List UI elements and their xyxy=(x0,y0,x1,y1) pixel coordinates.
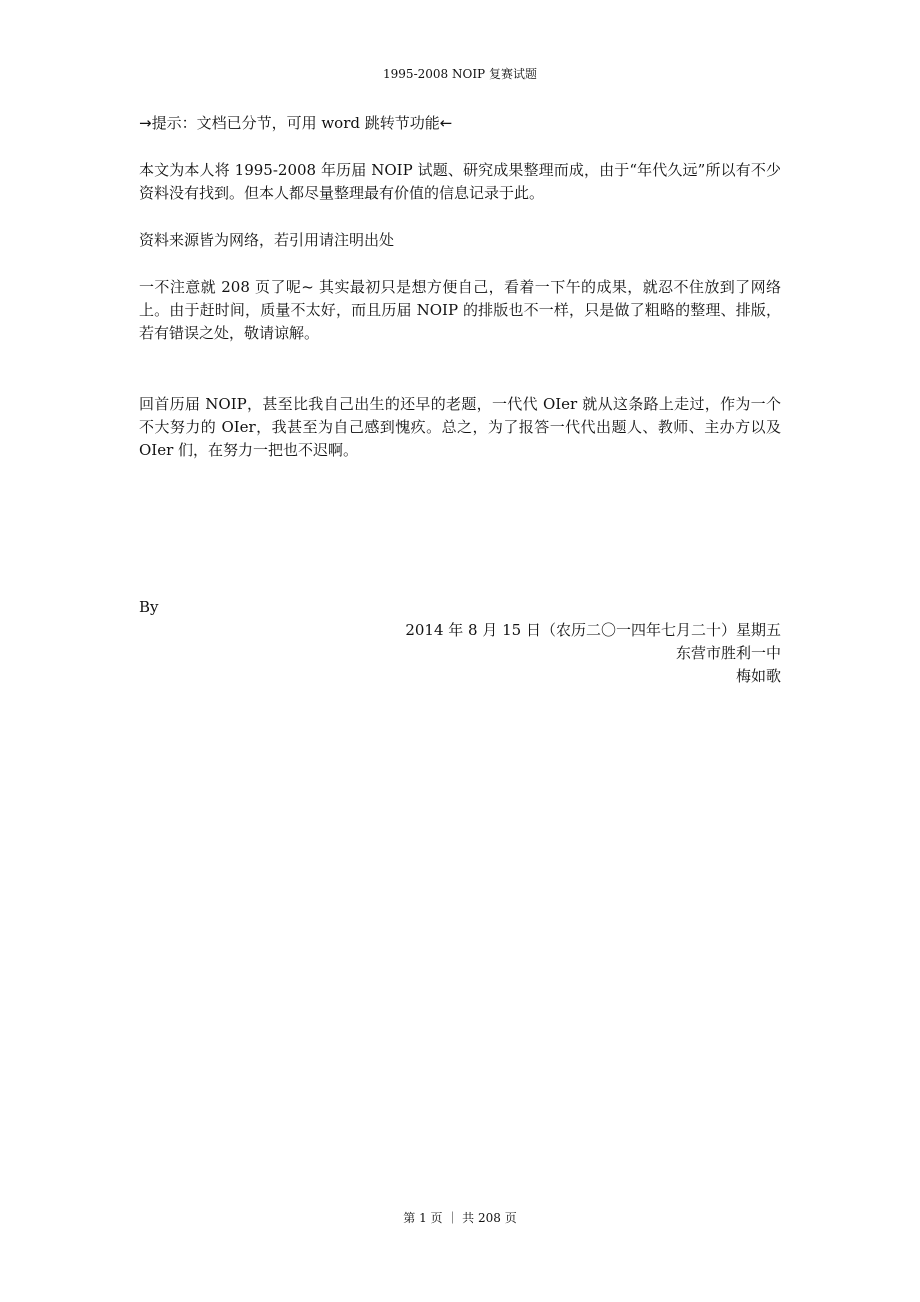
signature-block xyxy=(405,619,781,688)
reflection-paragraph: 回首历届 NOIP，甚至比我自己出生的还早的老题，一代代 OIer 就从这条路上走过，作为一个不大努力的 OIer，我甚至为自己感到愧疚。总之，为了报答一代代出题人、教师、主办方以及 OIer 们，在努力一把也不迟啊。 xyxy=(139,395,781,459)
note-paragraph: 一不注意就 208 页了呢~ 其实最初只是想方便自己，看着一下午的成果，就忍不住放到了网络上。由于赶时间，质量不太好，而且历届 NOIP 的排版也不一样，只是做了粗略的整理、排版，若有错误之处，敬请谅解。 xyxy=(139,278,781,342)
signature-school: 东营市胜利一中 xyxy=(675,644,781,662)
document-body xyxy=(139,112,781,486)
hint-text: 提示：文档已分节，可用 word 跳转节功能 xyxy=(151,114,440,132)
right-arrow-icon: → xyxy=(139,114,152,132)
navigation-hint xyxy=(139,112,781,135)
by-label: By xyxy=(139,598,159,616)
signature-author: 梅如歌 xyxy=(735,667,781,685)
signature-date: 2014 年 8 月 15 日（农历二〇一四年七月二十）星期五 xyxy=(405,621,781,639)
page-header: 1995-2008 NOIP 复赛试题 xyxy=(383,67,537,81)
left-arrow-icon: ← xyxy=(439,114,453,132)
page-footer: 第 1 页 ｜ 共 208 页 xyxy=(403,1211,517,1225)
intro-paragraph: 本文为本人将 1995-2008 年历届 NOIP 试题、研究成果整理而成，由于“年代久远”所以有不少资料没有找到。但本人都尽量整理最有价值的信息记录于此。 xyxy=(139,161,781,202)
source-paragraph: 资料来源皆为网络，若引用请注明出处 xyxy=(139,231,395,249)
